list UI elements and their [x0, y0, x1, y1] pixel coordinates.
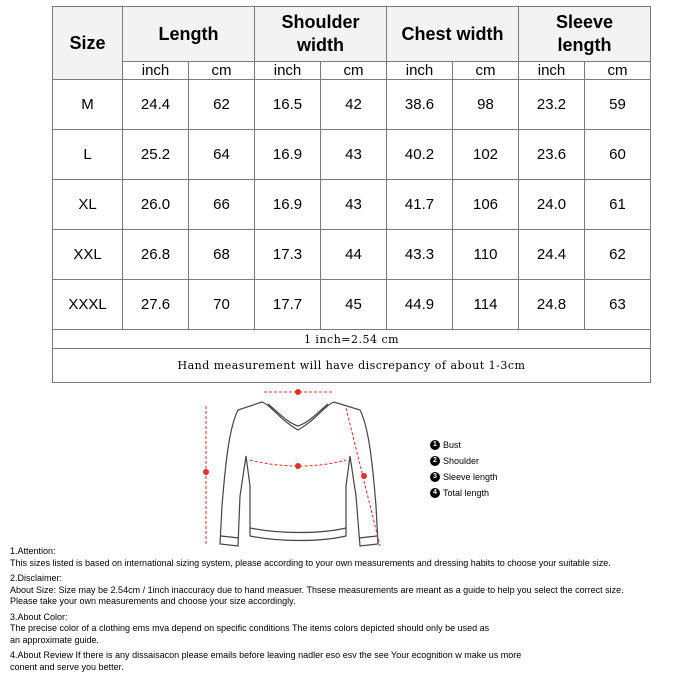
- unit-label: cm: [585, 62, 651, 80]
- legend-number-icon: 1: [430, 440, 440, 450]
- note-section: [10, 573, 695, 608]
- measurement-cell: 23.2: [519, 80, 585, 130]
- measurement-cell: 59: [585, 80, 651, 130]
- legend-item: [430, 437, 498, 453]
- measurement-cell: 62: [189, 80, 255, 130]
- measurement-cell: 16.9: [255, 130, 321, 180]
- cuff-left: [221, 536, 239, 538]
- measurement-cell: 62: [585, 230, 651, 280]
- measurement-cell: 16.9: [255, 180, 321, 230]
- measurement-cell: 63: [585, 280, 651, 330]
- header-length: Length: [123, 7, 255, 62]
- measurement-cell: 25.2: [123, 130, 189, 180]
- measurement-cell: 43.3: [387, 230, 453, 280]
- legend-number-icon: 3: [430, 472, 440, 482]
- note-text: The precise color of a clothing ems mva depend on specific conditions The items colors depicted should only be used as: [10, 623, 490, 633]
- sweater-diagram: [200, 386, 400, 560]
- unit-label: inch: [255, 62, 321, 80]
- note-text: Please take your own measurements and choose your size accordingly.: [10, 596, 296, 606]
- header-chest: Chest width: [387, 7, 519, 62]
- table-row: [53, 230, 651, 280]
- unit-label: inch: [519, 62, 585, 80]
- note-text: conent and serve you better.: [10, 661, 124, 672]
- measurement-cell: 102: [453, 130, 519, 180]
- measurement-cell: 26.0: [123, 180, 189, 230]
- measurement-cell: 23.6: [519, 130, 585, 180]
- size-table: [52, 6, 651, 383]
- conversion-note: 1 inch=2.54 cm: [53, 330, 651, 349]
- header-sleeve: Sleeve length: [519, 7, 651, 62]
- note-text: an approximate guide.: [10, 634, 100, 645]
- measurement-cell: 60: [585, 130, 651, 180]
- measurement-cell: 24.4: [519, 230, 585, 280]
- length-marker: [203, 469, 209, 475]
- measurement-cell: 41.7: [387, 180, 453, 230]
- measurement-cell: 43: [321, 130, 387, 180]
- header-row: [53, 7, 651, 62]
- note-title: 1.Attention:: [10, 546, 56, 556]
- note-text: About Size: Size may be 2.54cm / 1inch inaccuracy due to hand measuer. Thsese measurements are meant as a guide to help you select the correct size.: [10, 584, 624, 595]
- note-section: [10, 650, 695, 673]
- size-label: L: [53, 130, 123, 180]
- measurement-cell: 24.0: [519, 180, 585, 230]
- header-shoulder: Shoulder width: [255, 7, 387, 62]
- unit-label: cm: [189, 62, 255, 80]
- note-title: 3.About Color:: [10, 611, 68, 622]
- note-text: This sizes listed is based on international sizing system, please according to your own measurements and dressing habits to choose your suitable size.: [10, 557, 611, 568]
- measurement-cell: 27.6: [123, 280, 189, 330]
- size-chart: [52, 6, 650, 383]
- size-label: XXL: [53, 230, 123, 280]
- measurement-cell: 24.8: [519, 280, 585, 330]
- measurement-cell: 64: [189, 130, 255, 180]
- note-section: [10, 546, 695, 569]
- measurement-cell: 38.6: [387, 80, 453, 130]
- unit-label: inch: [387, 62, 453, 80]
- measurement-cell: 24.4: [123, 80, 189, 130]
- legend-label: Total length: [443, 488, 490, 498]
- note-section: [10, 612, 695, 647]
- unit-label: cm: [453, 62, 519, 80]
- measurement-cell: 98: [453, 80, 519, 130]
- unit-label: inch: [123, 62, 189, 80]
- legend-item: [430, 485, 498, 501]
- measurement-cell: 44: [321, 230, 387, 280]
- measurement-cell: 43: [321, 180, 387, 230]
- hem-line: [250, 528, 346, 533]
- measurement-cell: 16.5: [255, 80, 321, 130]
- measurement-cell: 45: [321, 280, 387, 330]
- measurement-cell: 40.2: [387, 130, 453, 180]
- measurement-cell: 70: [189, 280, 255, 330]
- legend-number-icon: 4: [430, 488, 440, 498]
- measurement-cell: 17.7: [255, 280, 321, 330]
- collar-line: [268, 404, 328, 426]
- measurement-legend: [430, 437, 498, 501]
- shoulder-marker: [295, 389, 301, 395]
- size-label: XXXL: [53, 280, 123, 330]
- table-row: [53, 80, 651, 130]
- measurement-cell: 106: [453, 180, 519, 230]
- unit-row: [53, 62, 651, 80]
- legend-number-icon: 2: [430, 456, 440, 466]
- legend-label: Sleeve length: [443, 472, 498, 482]
- legend-label: Shoulder: [443, 456, 480, 466]
- header-size: Size: [53, 7, 123, 80]
- table-row: [53, 280, 651, 330]
- legend-label: Bust: [443, 440, 462, 450]
- legend-item: [430, 469, 498, 485]
- measurement-cell: 17.3: [255, 230, 321, 280]
- size-label: XL: [53, 180, 123, 230]
- size-label: M: [53, 80, 123, 130]
- legend-item: [430, 453, 498, 469]
- table-row: [53, 180, 651, 230]
- measurement-cell: 42: [321, 80, 387, 130]
- discrepancy-note: Hand measurement will have discrepancy of about 1-3cm: [53, 349, 651, 383]
- table-row: [53, 130, 651, 180]
- measurement-cell: 114: [453, 280, 519, 330]
- measurement-cell: 26.8: [123, 230, 189, 280]
- measurement-cell: 44.9: [387, 280, 453, 330]
- unit-label: cm: [321, 62, 387, 80]
- cuff-right: [359, 536, 377, 538]
- measurement-cell: 66: [189, 180, 255, 230]
- measurement-cell: 110: [453, 230, 519, 280]
- bust-marker: [295, 463, 301, 469]
- sleeve-marker: [361, 473, 367, 479]
- sweater-outline: [220, 402, 378, 546]
- note-title: 2.Disclaimer:: [10, 573, 63, 583]
- measurement-cell: 68: [189, 230, 255, 280]
- note-title: 4.About Review If there is any dissaisacon please emails before leaving nadler eso esv the see Your ecognition w make us more: [10, 650, 522, 660]
- measurement-cell: 61: [585, 180, 651, 230]
- notes-section: [10, 546, 695, 677]
